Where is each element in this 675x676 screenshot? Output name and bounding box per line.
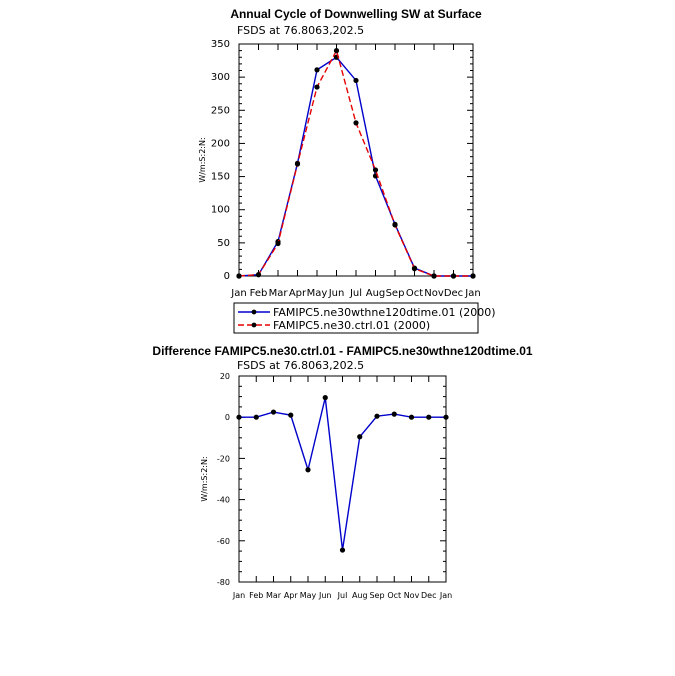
x-tick-label: Nov xyxy=(403,591,420,600)
x-tick-label: Feb xyxy=(249,591,264,600)
data-point xyxy=(353,78,358,83)
data-point xyxy=(412,266,417,271)
y-tick-label: 350 xyxy=(210,39,230,50)
y-tick-label: 250 xyxy=(210,105,230,117)
x-tick-label: Jun xyxy=(319,591,332,600)
x-tick-label: Jan xyxy=(231,288,247,299)
series-line-1 xyxy=(239,51,473,276)
data-point xyxy=(431,273,436,278)
x-tick-label: Jan xyxy=(232,591,246,600)
data-point xyxy=(334,48,339,53)
chart-subtitle: FSDS at 76.8063,202.5 xyxy=(237,24,365,37)
y-tick-label: 0 xyxy=(224,413,230,423)
y-tick-label: 200 xyxy=(210,138,230,150)
x-tick-label: Jul xyxy=(349,288,363,299)
data-point xyxy=(357,434,362,439)
y-tick-label: 150 xyxy=(210,171,230,183)
x-tick-label: Feb xyxy=(249,288,268,299)
data-point xyxy=(392,412,397,417)
x-tick-label: Jul xyxy=(337,591,348,600)
x-tick-label: May xyxy=(299,591,317,600)
x-tick-label: Mar xyxy=(265,591,282,600)
data-point xyxy=(451,273,456,278)
data-point xyxy=(314,67,319,72)
data-point xyxy=(236,273,241,278)
y-tick-label: -40 xyxy=(216,495,230,505)
y-tick-label: 0 xyxy=(223,271,230,282)
data-point xyxy=(470,273,475,278)
data-point xyxy=(275,241,280,246)
x-tick-label: Apr xyxy=(288,288,307,299)
data-point xyxy=(288,413,293,418)
data-point xyxy=(340,547,345,552)
x-tick-label: Oct xyxy=(405,288,424,299)
x-tick-label: Dec xyxy=(443,288,464,299)
legend-label-0: FAMIPC5.ne30wthne120dtime.01 (2000) xyxy=(273,306,496,319)
x-tick-label: Jan xyxy=(465,288,481,299)
data-point xyxy=(374,414,379,419)
series-line-0 xyxy=(239,398,446,550)
y-tick-label: -20 xyxy=(216,454,230,464)
data-point xyxy=(236,415,241,420)
data-point xyxy=(443,415,448,420)
y-axis-title: W/m:S:2:N: xyxy=(198,137,207,183)
data-point xyxy=(271,409,276,414)
data-point xyxy=(373,167,378,172)
y-tick-label: -80 xyxy=(216,578,230,587)
x-tick-label: Apr xyxy=(283,591,298,600)
x-tick-label: Jan xyxy=(439,591,453,600)
data-point xyxy=(353,120,358,125)
data-point xyxy=(295,161,300,166)
legend-marker-1 xyxy=(252,323,257,328)
x-tick-label: May xyxy=(306,288,328,299)
legend-marker-0 xyxy=(252,310,257,315)
y-tick-label: 20 xyxy=(219,372,230,381)
chart-title: Annual Cycle of Downwelling SW at Surface xyxy=(230,7,482,21)
y-tick-label: 300 xyxy=(210,72,230,84)
y-tick-label: 100 xyxy=(210,204,230,216)
data-point xyxy=(323,395,328,400)
x-tick-label: Aug xyxy=(365,288,386,299)
data-point xyxy=(254,415,259,420)
chart-title: Difference FAMIPC5.ne30.ctrl.01 - FAMIPC5.ne30wthne120dtime.01 xyxy=(152,344,533,358)
y-axis-title: W/m:S:2:N: xyxy=(200,456,209,502)
data-point xyxy=(314,84,319,89)
x-tick-label: Oct xyxy=(387,591,402,600)
chart-subtitle: FSDS at 76.8063,202.5 xyxy=(237,359,365,372)
x-tick-label: Aug xyxy=(351,591,368,600)
x-tick-label: Dec xyxy=(421,591,437,600)
x-tick-label: Jun xyxy=(328,288,345,299)
data-point xyxy=(409,415,414,420)
data-point xyxy=(426,415,431,420)
x-tick-label: Mar xyxy=(268,288,288,299)
x-tick-label: Sep xyxy=(369,591,385,600)
x-tick-label: Sep xyxy=(385,288,405,299)
y-tick-label: -60 xyxy=(216,536,230,546)
data-point xyxy=(305,467,310,472)
x-tick-label: Nov xyxy=(424,288,444,299)
data-point xyxy=(256,272,261,277)
data-point xyxy=(392,222,397,227)
legend-label-1: FAMIPC5.ne30.ctrl.01 (2000) xyxy=(273,319,431,332)
series-line-0 xyxy=(239,57,473,276)
y-tick-label: 50 xyxy=(217,237,230,249)
